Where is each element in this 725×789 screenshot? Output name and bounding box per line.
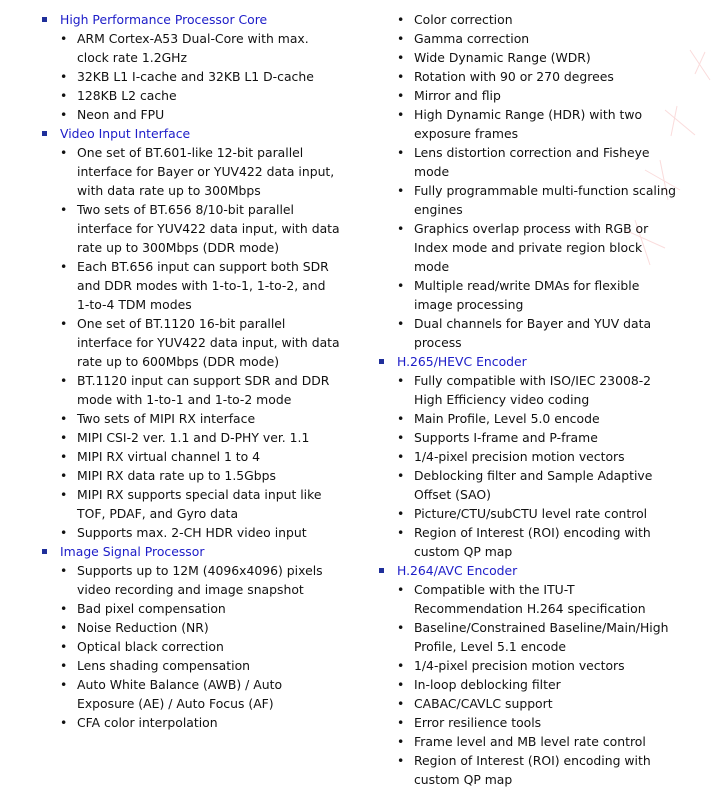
feature-item: • Two sets of BT.656 8/10-bit parallel interface for YUV422 data input, with data rate up to 300Mbps (DDR mode): [40, 200, 340, 257]
feature-item: • Supports up to 12M (4096x4096) pixels video recording and image snapshot: [40, 561, 340, 599]
feature-section: [377, 561, 677, 789]
feature-section: [40, 124, 340, 542]
feature-item: • Gamma correction: [377, 29, 677, 48]
feature-item: • CFA color interpolation: [40, 713, 340, 732]
feature-item: • Deblocking filter and Sample Adaptive Offset (SAO): [377, 466, 677, 504]
feature-item: • Picture/CTU/subCTU level rate control: [377, 504, 677, 523]
feature-item: • Region of Interest (ROI) encoding with custom QP map: [377, 523, 677, 561]
feature-item: • MIPI RX virtual channel 1 to 4: [40, 447, 340, 466]
feature-section: [40, 542, 340, 732]
feature-item: • Supports I-frame and P-frame: [377, 428, 677, 447]
feature-item: • Compatible with the ITU-T Recommendation H.264 specification: [377, 580, 677, 618]
feature-item: • Supports max. 2-CH HDR video input: [40, 523, 340, 542]
square-bullet-icon: [379, 568, 384, 573]
feature-item: • Fully programmable multi-function scaling engines: [377, 181, 677, 219]
feature-item: • Mirror and flip: [377, 86, 677, 105]
feature-item: • Baseline/Constrained Baseline/Main/High Profile, Level 5.1 encode: [377, 618, 677, 656]
feature-list: [40, 29, 340, 124]
section-heading: [40, 542, 340, 561]
feature-item: • Color correction: [377, 10, 677, 29]
left-column: [40, 10, 340, 732]
square-bullet-icon: [42, 17, 47, 22]
feature-item: • Error resilience tools: [377, 713, 677, 732]
right-column: [377, 10, 677, 789]
section-title: Video Input Interface: [60, 126, 191, 141]
feature-item: • ARM Cortex-A53 Dual-Core with max. clock rate 1.2GHz: [40, 29, 340, 67]
feature-item: • Noise Reduction (NR): [40, 618, 340, 637]
feature-item: • Frame level and MB level rate control: [377, 732, 677, 751]
feature-item: • MIPI RX data rate up to 1.5Gbps: [40, 466, 340, 485]
section-title: H.264/AVC Encoder: [397, 563, 518, 578]
feature-item: • Lens distortion correction and Fisheye mode: [377, 143, 677, 181]
feature-item: • Bad pixel compensation: [40, 599, 340, 618]
feature-item: • Graphics overlap process with RGB or Index mode and private region block mode: [377, 219, 677, 276]
feature-item: • 1/4-pixel precision motion vectors: [377, 447, 677, 466]
section-title: Image Signal Processor: [60, 544, 205, 559]
feature-item: • One set of BT.1120 16-bit parallel interface for YUV422 data input, with data rate up to 600Mbps (DDR mode): [40, 314, 340, 371]
feature-item: • In-loop deblocking filter: [377, 675, 677, 694]
feature-item: • Each BT.656 input can support both SDR and DDR modes with 1-to-1, 1-to-2, and 1-to-4 TDM modes: [40, 257, 340, 314]
square-bullet-icon: [42, 549, 47, 554]
feature-item: • 32KB L1 I-cache and 32KB L1 D-cache: [40, 67, 340, 86]
feature-item: • MIPI RX supports special data input like TOF, PDAF, and Gyro data: [40, 485, 340, 523]
feature-section: [377, 10, 677, 352]
section-heading: [40, 10, 340, 29]
feature-list: [40, 561, 340, 732]
feature-section: [40, 10, 340, 124]
feature-section: [377, 352, 677, 561]
square-bullet-icon: [379, 359, 384, 364]
feature-item: • Neon and FPU: [40, 105, 340, 124]
feature-item: • Region of Interest (ROI) encoding with custom QP map: [377, 751, 677, 789]
feature-list: [40, 143, 340, 542]
feature-item: • Fully compatible with ISO/IEC 23008-2 High Efficiency video coding: [377, 371, 677, 409]
feature-item: • MIPI CSI-2 ver. 1.1 and D-PHY ver. 1.1: [40, 428, 340, 447]
feature-list: [377, 10, 677, 352]
section-title: H.265/HEVC Encoder: [397, 354, 527, 369]
section-heading: [377, 561, 677, 580]
feature-list: [377, 371, 677, 561]
square-bullet-icon: [42, 131, 47, 136]
section-title: High Performance Processor Core: [60, 12, 268, 27]
section-heading: [377, 352, 677, 371]
feature-item: • Optical black correction: [40, 637, 340, 656]
feature-item: • CABAC/CAVLC support: [377, 694, 677, 713]
feature-item: • 128KB L2 cache: [40, 86, 340, 105]
feature-list: [377, 580, 677, 789]
feature-item: • Main Profile, Level 5.0 encode: [377, 409, 677, 428]
feature-item: • Multiple read/write DMAs for flexible image processing: [377, 276, 677, 314]
feature-item: • Rotation with 90 or 270 degrees: [377, 67, 677, 86]
feature-item: • Wide Dynamic Range (WDR): [377, 48, 677, 67]
section-heading: [40, 124, 340, 143]
feature-item: • Auto White Balance (AWB) / Auto Exposure (AE) / Auto Focus (AF): [40, 675, 340, 713]
feature-item: • Two sets of MIPI RX interface: [40, 409, 340, 428]
feature-item: • Dual channels for Bayer and YUV data process: [377, 314, 677, 352]
feature-item: • BT.1120 input can support SDR and DDR mode with 1-to-1 and 1-to-2 mode: [40, 371, 340, 409]
feature-item: • One set of BT.601-like 12-bit parallel interface for Bayer or YUV422 data input, with data rate up to 300Mbps: [40, 143, 340, 200]
feature-item: • Lens shading compensation: [40, 656, 340, 675]
feature-item: • High Dynamic Range (HDR) with two exposure frames: [377, 105, 677, 143]
feature-item: • 1/4-pixel precision motion vectors: [377, 656, 677, 675]
